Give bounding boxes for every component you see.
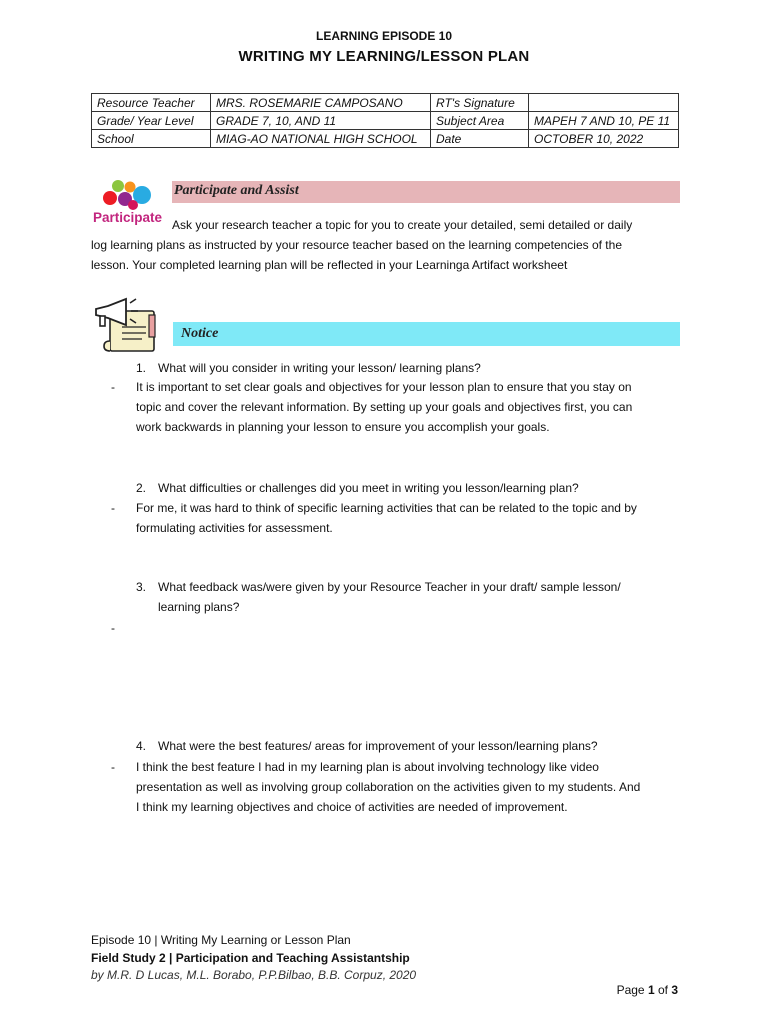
participate-logo-text: Participate [93, 210, 163, 225]
info-table [91, 93, 679, 148]
table-cell: MAPEH 7 AND 10, PE 11 [529, 112, 679, 130]
table-cell: GRADE 7, 10, AND 11 [211, 112, 431, 130]
answer-dash: - [111, 501, 115, 515]
answer-line: I think the best feature I had in my learning plan is about involving technology like video [136, 760, 599, 774]
answer-line: formulating activities for assessment. [136, 521, 333, 535]
answer-dash: - [111, 760, 115, 774]
notice-title: Notice [181, 326, 219, 341]
episode-heading: LEARNING EPISODE 10 [315, 29, 453, 43]
question-text: What feedback was/were given by your Resource Teacher in your draft/ sample lesson/ [158, 580, 621, 594]
answer-2 [111, 498, 681, 538]
table-row [92, 130, 679, 148]
question-text: What were the best features/ areas for improvement of your lesson/learning plans? [158, 739, 598, 753]
participate-title: Participate and Assist [174, 183, 299, 198]
megaphone-scroll-icon [92, 297, 164, 357]
table-row [92, 94, 679, 112]
instructions-paragraph [91, 215, 681, 275]
answer-line: It is important to set clear goals and objectives for your lesson plan to ensure that you stay on [136, 380, 632, 394]
table-cell: Subject Area [431, 112, 529, 130]
table-cell: MIAG-AO NATIONAL HIGH SCHOOL [211, 130, 431, 148]
table-cell: Date [431, 130, 529, 148]
table-row [92, 112, 679, 130]
footer-episode: Episode 10 | Writing My Learning or Lesson Plan [91, 933, 351, 947]
notice-header-bar [173, 322, 680, 346]
question-number: 1. [136, 361, 147, 375]
question-text: What will you consider in writing your lesson/ learning plans? [158, 361, 481, 375]
answer-line: For me, it was hard to think of specific learning activities that can be related to the topic and by [136, 501, 637, 515]
answer-1 [111, 377, 681, 437]
footer-authors: by M.R. D Lucas, M.L. Borabo, P.P.Bilbao, B.B. Corpuz, 2020 [91, 968, 417, 982]
answer-line: I think my learning objectives and choice of activities are needed of improvement. [136, 800, 568, 814]
table-cell: OCTOBER 10, 2022 [529, 130, 679, 148]
answer-line: work backwards in planning your lesson to ensure you accomplish your goals. [136, 420, 550, 434]
table-cell: Grade/ Year Level [92, 112, 211, 130]
answer-4 [111, 757, 681, 817]
table-cell: RT's Signature [431, 94, 529, 112]
signature-cell [529, 94, 679, 112]
question-text: learning plans? [158, 600, 240, 614]
answer-dash: - [111, 380, 115, 394]
page-title: WRITING MY LEARNING/LESSON PLAN [238, 48, 530, 65]
question-2 [136, 478, 681, 498]
table-cell: MRS. ROSEMARIE CAMPOSANO [211, 94, 431, 112]
question-1 [136, 358, 681, 378]
question-number: 3. [136, 580, 147, 594]
table-cell: School [92, 130, 211, 148]
answer-dash: - [111, 621, 115, 635]
table-cell: Resource Teacher [92, 94, 211, 112]
footer-course: Field Study 2 | Participation and Teaching Assistantship [91, 951, 410, 965]
answer-line: topic and cover the relevant information. By setting up your goals and objectives first, you can [136, 400, 633, 414]
instruction-line: lesson. Your completed learning plan will be reflected in your Learninga Artifact worksheet [91, 258, 568, 272]
question-3 [136, 577, 681, 617]
question-number: 4. [136, 739, 147, 753]
page-number: Page 1 of 3 [616, 983, 678, 997]
instruction-line: log learning plans as instructed by your resource teacher based on the learning competencies of the [91, 238, 622, 252]
instruction-line: Ask your research teacher a topic for you to create your detailed, semi detailed or daily [172, 218, 633, 232]
question-number: 2. [136, 481, 147, 495]
question-text: What difficulties or challenges did you meet in writing you lesson/learning plan? [158, 481, 579, 495]
answer-line: presentation as well as involving group collaboration on the activities given to my students. And [136, 780, 641, 794]
question-4 [136, 736, 681, 756]
